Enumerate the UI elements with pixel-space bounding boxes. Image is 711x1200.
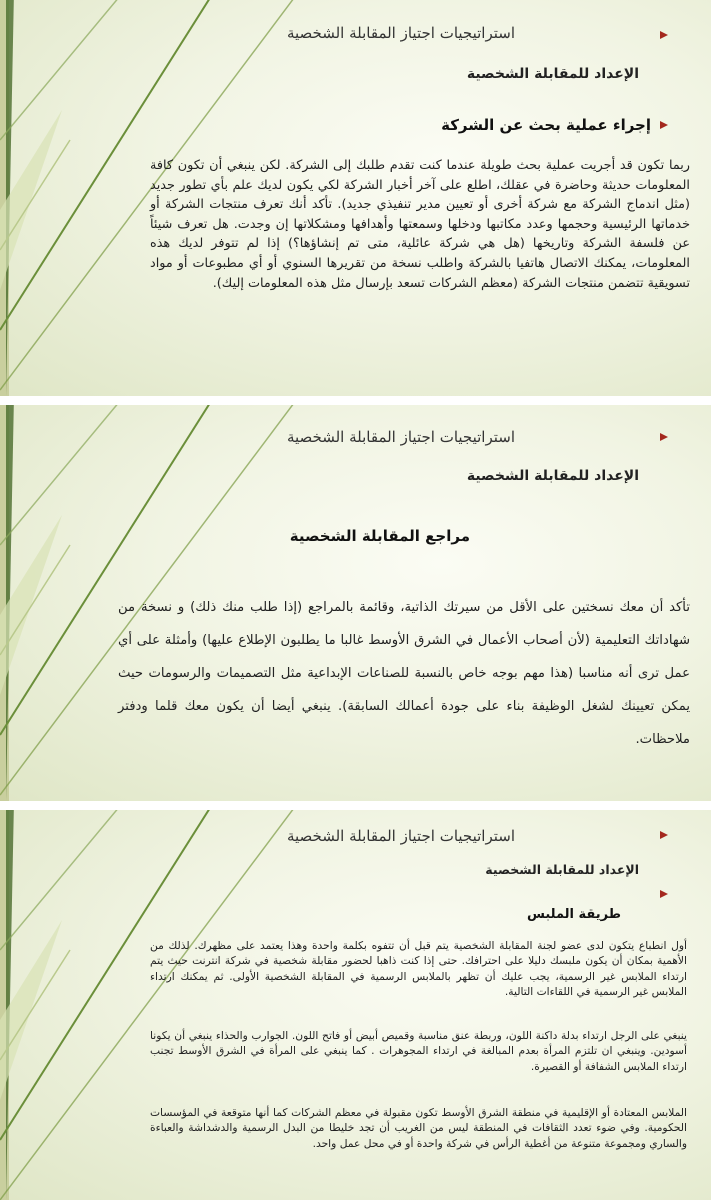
slide-subtitle: الإعداد للمقابلة الشخصية	[466, 66, 639, 82]
section-body: ربما تكون قد أجريت عملية بحث طويلة عندما كنت تقدم طلبك إلى الشركة. لكن ينبغي أن تكون كافة المعلومات حديثة وحاضرة في عقلك، اطلع على آخر أخبار الشركة لكي يكون لديك علم بأي تطور جديد (مثل اندماج الشركة مع شركة أخرى أو تعيين مدير تنفيذي جديد). تأكد أنك تعرف منتجات الشركة أو خدماتها الرئيسية وحجمها وعدد مكاتبها ودخلها وسمعتها وأهدافها ومشكلاتها إن وجدت. هل تعرف شيئاً عن فلسفة الشركة وتاريخها (هل هي شركة عائلية، متى تم إنشاؤها؟) إذا لم تتوفر لديك هذه المعلومات، يمكنك الاتصال هاتفيا بالشركة واطلب نسخة من تقريرها السنوي أو أي مطبوعات أو مواد تسويقية تتضمن منتجات الشركة (معظم الشركات تسعد بإرسال مثل هذه المعلومات إليك).	[150, 158, 690, 291]
slide-subtitle: الإعداد للمقابلة الشخصية	[485, 862, 639, 877]
section-heading: مراجع المقابلة الشخصية	[289, 527, 470, 545]
slide-title: استراتيجيات اجتياز المقابلة الشخصية	[286, 827, 515, 845]
title-bullet-icon	[660, 433, 668, 441]
heading-bullet-icon	[660, 121, 668, 129]
heading-bullet-icon	[660, 890, 668, 898]
slide-company-research	[0, 0, 711, 396]
section-paragraph: أول انطباع يتكون لدى عضو لجنة المقابلة الشخصية يتم قبل أن تتفوه بكلمة واحدة وهذا يعتمد على مظهرك. لذلك من الأهمية بمكان أن يكون ملبسك دليلا على احترافك. حتى إذا كنت ذاهبا لحضور مقابلة شخصية في شركة انترنت حيث يتم ارتداء الملابس غير الرسمية، يجب عليك أن تظهر بالملابس الرسمية في المقابلة الشخصية الأولى. ثم يمكنك ارتداء الملابس غير الرسمية في اللقاءات التالية.	[150, 939, 687, 998]
section-paragraph: الملابس المعتادة أو الإقليمية في منطقة الشرق الأوسط تكون مقبولة في معظم الشركات كما أنها متوقعة في المؤسسات الحكومية. وفي ضوء تعدد الثقافات في المنطقة ليس من الغريب أن تجد خليطا من البدل الرسمية والدشداشة والعباءة والساري ومجموعة متنوعة من أغطية الرأس في شركة واحدة أو في محل عمل واحد.	[150, 1106, 687, 1150]
slide-subtitle: الإعداد للمقابلة الشخصية	[466, 468, 639, 484]
section-paragraph: ينبغي على الرجل ارتداء بدلة داكنة اللون، وربطة عنق مناسبة وقميص أبيض أو فاتح اللون. الجوارب والحذاء ينبغي أن يكونا أسودين. وينبغي ان تلتزم المرأة بعدم المبالغة في ارتداء المجوهرات . كما ينبغي على المرأة في الشرق الأوسط تجنب ارتداء الملابس الشفافة أو القصيرة.	[150, 1029, 687, 1073]
slide-title: استراتيجيات اجتياز المقابلة الشخصية	[286, 428, 515, 446]
slide-interview-references	[0, 405, 711, 801]
title-bullet-icon	[660, 31, 668, 39]
slide-title: استراتيجيات اجتياز المقابلة الشخصية	[286, 24, 515, 42]
section-heading: طريقة الملبس	[526, 907, 621, 922]
title-bullet-icon	[660, 831, 668, 839]
section-heading: إجراء عملية بحث عن الشركة	[441, 116, 651, 134]
slide-dress-code	[0, 810, 711, 1200]
section-body: تأكد أن معك نسختين على الأقل من سيرتك الذاتية، وقائمة بالمراجع (إذا طلب منك ذلك) و نسخة من شهاداتك التعليمية (لأن أصحاب الأعمال في الشرق الأوسط غالبا ما يطلبون الإطلاع عليها) وأمثلة على أي عمل ترى أنه مناسبا (هذا مهم بوجه خاص بالنسبة للصناعات الإبداعية مثل التصميمات والرسومات حيث يمكن تعيينك لشغل الوظيفة بناء على جودة أعمالك السابقة). ينبغي أيضا أن يكون معك قلما ودفتر ملاحظات.	[118, 600, 690, 747]
